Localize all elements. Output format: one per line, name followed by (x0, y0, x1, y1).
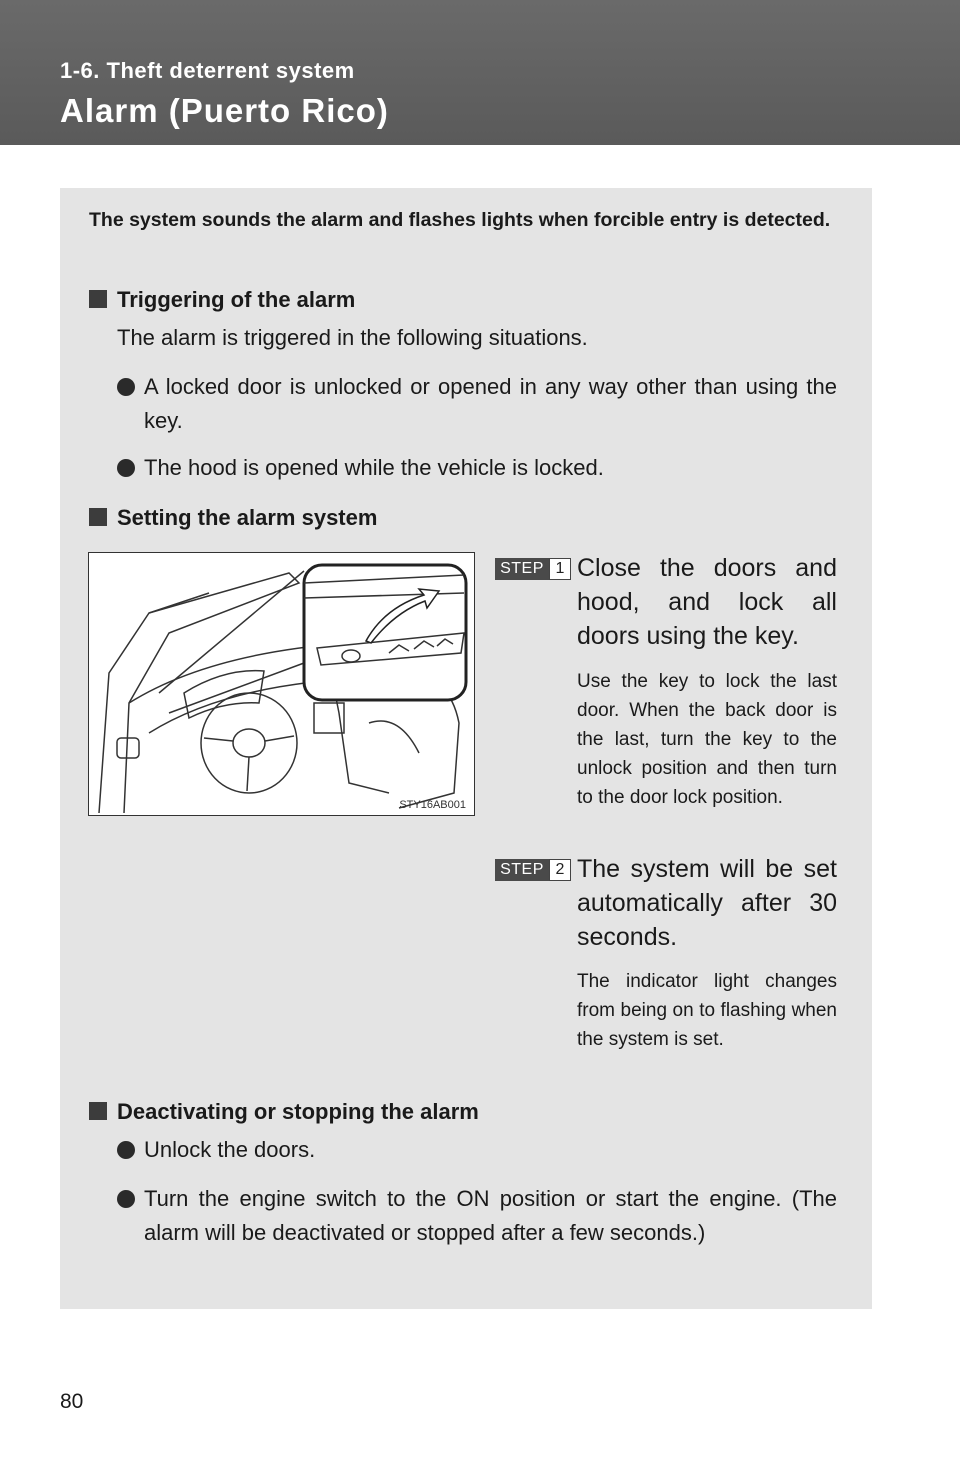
step-2-note: The indicator light changes from being on to flashing when the system is set. (577, 971, 837, 1050)
list-item (117, 1182, 837, 1250)
intro-text: The system sounds the alarm and flashes lights when forcible entry is detected. (89, 209, 831, 231)
figure-id: STY16AB001 (399, 799, 466, 811)
triggering-heading (89, 285, 355, 315)
dashboard-illustration (88, 552, 475, 816)
square-bullet-icon (89, 290, 107, 308)
list-item (117, 370, 837, 438)
list-item (117, 1133, 837, 1167)
list-item-text: The hood is opened while the vehicle is locked. (144, 455, 604, 480)
setting-heading-label: Setting the alarm system (117, 505, 378, 530)
section-label: 1-6. Theft deterrent system (60, 58, 355, 83)
step-1-badge (495, 558, 571, 580)
list-item-text: Turn the engine switch to the ON position or start the engine. (The alarm will be deactivated or stopped after a few seconds.) (144, 1186, 837, 1245)
triggering-heading-label: Triggering of the alarm (117, 287, 356, 312)
chapter-header (0, 0, 960, 145)
step-number: 1 (549, 558, 571, 580)
car-interior-drawing-icon (89, 553, 474, 815)
page-title: Alarm (Puerto Rico) (60, 92, 389, 129)
deactivating-heading-label: Deactivating or stopping the alarm (117, 1099, 479, 1124)
list-item-text: Unlock the doors. (144, 1137, 316, 1162)
step-label: STEP (495, 859, 549, 881)
step-2-badge (495, 859, 571, 881)
list-item-text: A locked door is unlocked or opened in any way other than using the key. (144, 374, 837, 433)
bullet-dot-icon (117, 1141, 135, 1159)
bullet-dot-icon (117, 378, 135, 396)
square-bullet-icon (89, 508, 107, 526)
square-bullet-icon (89, 1102, 107, 1120)
step-1-text: Close the doors and hood, and lock all doors using the key. (577, 554, 837, 650)
step-label: STEP (495, 558, 549, 580)
triggering-text: The alarm is triggered in the following situations. (117, 325, 588, 350)
step-1-note: Use the key to lock the last door. When the back door is the last, turn the key to the unlock position and then turn to the door lock position. (577, 671, 837, 808)
deactivating-heading (89, 1097, 479, 1127)
bullet-dot-icon (117, 459, 135, 477)
page-number: 80 (60, 1390, 84, 1413)
bullet-dot-icon (117, 1190, 135, 1208)
setting-heading (89, 503, 377, 533)
step-number: 2 (549, 859, 571, 881)
step-2-text: The system will be set automatically after 30 seconds. (577, 855, 837, 951)
list-item (117, 451, 837, 485)
